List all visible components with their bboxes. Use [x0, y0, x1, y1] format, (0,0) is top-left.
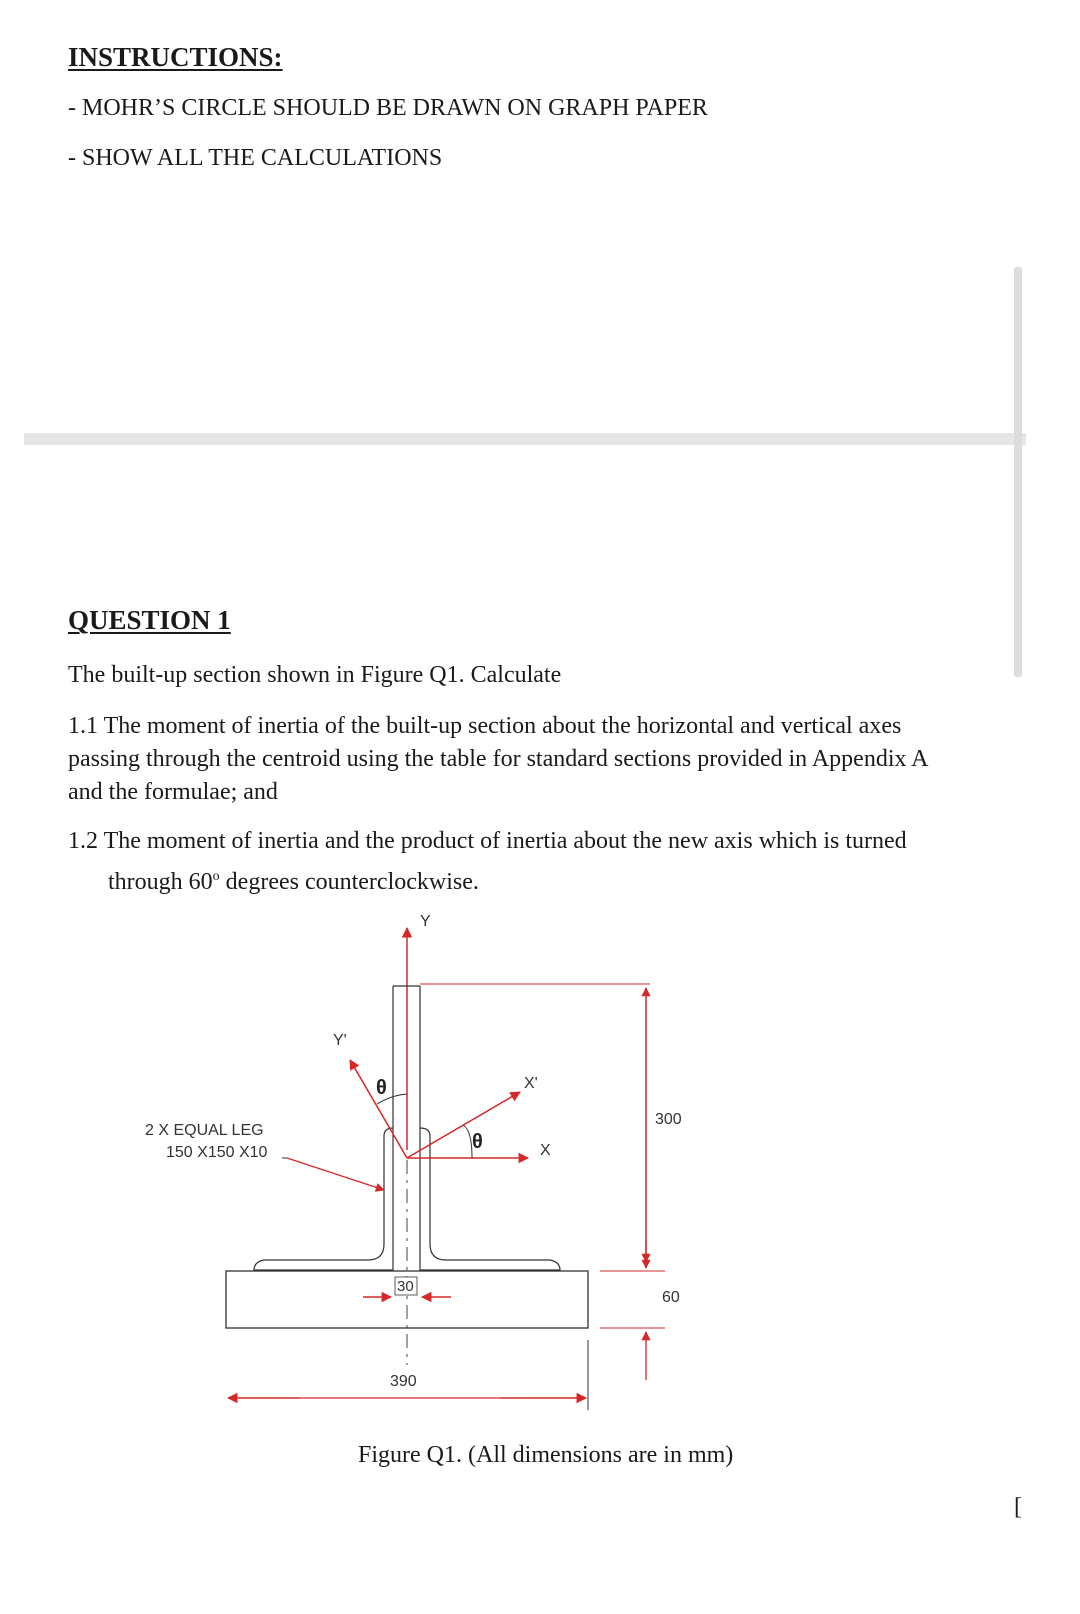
angle-label-line-2: 150 X150 X10: [166, 1144, 268, 1161]
page-fragment: [: [1014, 1494, 1022, 1520]
label-x-prime: X': [524, 1075, 538, 1092]
label-y-prime: Y': [333, 1032, 347, 1049]
part-1-2-line-1: 1.2 The moment of inertia and the product of inertia about the new axis which is turned: [68, 828, 907, 854]
y-prime-axis-arrow: [350, 1060, 407, 1158]
dim-390-label: 390: [390, 1373, 417, 1390]
theta-top: θ: [376, 1077, 387, 1099]
dim-30-label: 30: [397, 1278, 414, 1295]
right-angle-section: [420, 986, 560, 1270]
theta-right: θ: [472, 1131, 483, 1153]
part-1-1-line-1: 1.1 The moment of inertia of the built-up section about the horizontal and vertical axes: [68, 713, 902, 739]
part-1-1-line-2: passing through the centroid using the table for standard sections provided in Appendix A: [68, 746, 929, 772]
question-intro: The built-up section shown in Figure Q1. Calculate: [68, 662, 562, 688]
dim-60-label: 60: [662, 1289, 680, 1306]
instructions-heading: INSTRUCTIONS:: [68, 42, 283, 72]
left-angle-section: [254, 986, 393, 1270]
figure-q1: [0, 900, 1080, 1480]
instruction-item-2: - SHOW ALL THE CALCULATIONS: [68, 145, 443, 171]
vertical-scrollbar[interactable]: [1014, 267, 1022, 677]
dim-300-label: 300: [655, 1111, 682, 1128]
part-1-2-line-2: through 60$^o$ degrees counterclockwise.: [108, 869, 479, 895]
question-heading: QUESTION 1: [68, 605, 231, 635]
theta-arc-right: [463, 1125, 472, 1158]
label-x: X: [540, 1142, 551, 1159]
part-1-1-line-3: and the formulae; and: [68, 779, 278, 805]
horizontal-divider-bar: [24, 433, 1026, 445]
label-y: Y: [420, 913, 431, 930]
instruction-item-1: - MOHR’S CIRCLE SHOULD BE DRAWN ON GRAPH PAPER: [68, 95, 708, 121]
angle-label-leader: [287, 1158, 384, 1190]
figure-caption: Figure Q1. (All dimensions are in mm): [358, 1442, 734, 1468]
angle-label-line-1: 2 X EQUAL LEG: [145, 1122, 264, 1139]
